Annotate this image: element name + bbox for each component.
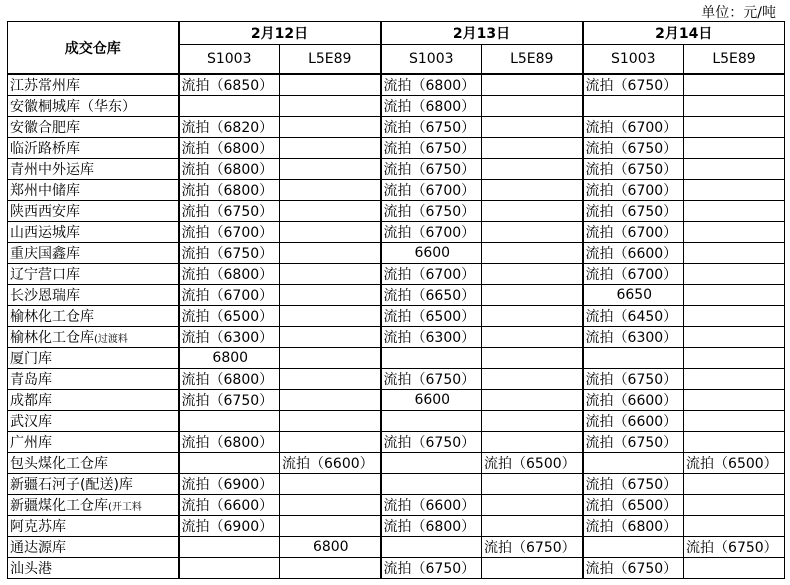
price-cell (280, 411, 381, 432)
header-date: 2月14日 (583, 22, 785, 45)
warehouse-name-suffix: (开工料 (108, 502, 142, 513)
price-cell (684, 495, 785, 516)
table-row (8, 474, 785, 495)
table-body (8, 74, 785, 579)
price-cell (684, 348, 785, 369)
price-cell: 流拍（6500） (179, 306, 280, 327)
warehouse-name-text: 长沙恩瑞库 (10, 288, 80, 304)
price-cell: 流拍（6800） (179, 138, 280, 159)
price-cell: 流拍（6750） (583, 74, 684, 96)
price-cell (684, 138, 785, 159)
table-row (8, 432, 785, 453)
warehouse-name-text: 成都库 (10, 393, 52, 409)
price-cell (482, 180, 583, 201)
price-cell: 流拍（6650） (381, 285, 482, 306)
price-cell: 流拍（6500） (381, 306, 482, 327)
price-cell (684, 222, 785, 243)
warehouse-name-text: 榆林化工仓库 (10, 309, 94, 325)
price-cell: 流拍（6700） (381, 180, 482, 201)
price-cell: 流拍（6750） (381, 159, 482, 180)
price-cell (280, 348, 381, 369)
price-cell: 流拍（6700） (583, 117, 684, 138)
table-row (8, 327, 785, 348)
table-row (8, 243, 785, 264)
warehouse-name-text: 辽宁营口库 (10, 267, 80, 283)
price-cell (482, 390, 583, 411)
table-row (8, 264, 785, 285)
header-code: S1003 (381, 45, 482, 75)
price-cell (482, 159, 583, 180)
price-cell: 流拍（6750） (179, 201, 280, 222)
price-cell (179, 537, 280, 558)
price-cell: 流拍（6750） (179, 390, 280, 411)
warehouse-name (8, 432, 179, 453)
price-cell (280, 180, 381, 201)
price-cell (482, 96, 583, 117)
warehouse-name (8, 285, 179, 306)
table-row (8, 117, 785, 138)
price-cell: 流拍（6750） (381, 432, 482, 453)
price-cell (684, 180, 785, 201)
price-cell: 流拍（6800） (179, 369, 280, 390)
price-cell: 流拍（6750） (482, 537, 583, 558)
table-row (8, 348, 785, 369)
table-row (8, 411, 785, 432)
price-cell (179, 453, 280, 474)
price-cell: 流拍（6820） (179, 117, 280, 138)
warehouse-name-text: 汕头港 (10, 561, 52, 577)
warehouse-name-text: 郑州中储库 (10, 183, 80, 199)
warehouse-name (8, 243, 179, 264)
table-row (8, 306, 785, 327)
price-cell: 流拍（6750） (583, 159, 684, 180)
table-row (8, 74, 785, 96)
price-cell (381, 411, 482, 432)
table-row (8, 537, 785, 558)
table-row (8, 453, 785, 474)
price-cell: 6800 (179, 348, 280, 369)
table-row (8, 138, 785, 159)
price-cell (684, 306, 785, 327)
price-cell (482, 369, 583, 390)
header-code: L5E89 (482, 45, 583, 75)
table-row (8, 201, 785, 222)
table-row (8, 159, 785, 180)
price-cell: 流拍（6900） (179, 516, 280, 537)
warehouse-name (8, 117, 179, 138)
price-cell (280, 285, 381, 306)
price-cell: 流拍（6750） (583, 432, 684, 453)
warehouse-name (8, 369, 179, 390)
price-cell (482, 411, 583, 432)
price-cell: 流拍（6450） (583, 306, 684, 327)
price-cell (684, 516, 785, 537)
price-cell (583, 537, 684, 558)
price-cell: 流拍（6600） (381, 495, 482, 516)
price-cell: 流拍（6750） (381, 369, 482, 390)
price-cell (583, 348, 684, 369)
price-cell (482, 516, 583, 537)
price-cell (684, 327, 785, 348)
table-row (8, 516, 785, 537)
warehouse-name (8, 96, 179, 117)
price-cell (583, 453, 684, 474)
warehouse-name (8, 327, 179, 348)
price-cell (280, 516, 381, 537)
price-cell (280, 138, 381, 159)
price-cell: 流拍（6700） (583, 264, 684, 285)
price-cell: 流拍（6750） (179, 243, 280, 264)
price-cell: 流拍（6800） (179, 264, 280, 285)
price-cell (482, 117, 583, 138)
price-cell (482, 285, 583, 306)
table-row (8, 180, 785, 201)
price-cell (684, 285, 785, 306)
price-cell (280, 390, 381, 411)
price-cell (280, 558, 381, 579)
price-cell (280, 495, 381, 516)
price-cell: 6800 (280, 537, 381, 558)
warehouse-name-text: 新疆煤化工仓库 (10, 498, 108, 514)
price-cell: 流拍（6800） (381, 96, 482, 117)
price-cell: 流拍（6800） (381, 74, 482, 96)
warehouse-name-text: 安徽桐城库（华东） (10, 99, 136, 115)
price-cell (280, 222, 381, 243)
price-cell: 流拍（6750） (583, 369, 684, 390)
price-cell (280, 474, 381, 495)
price-cell (684, 117, 785, 138)
warehouse-name-text: 榆林化工仓库 (10, 330, 94, 346)
warehouse-name-text: 阿克苏库 (10, 519, 66, 535)
warehouse-name-text: 包头煤化工仓库 (10, 456, 108, 472)
price-cell: 流拍（6700） (583, 222, 684, 243)
warehouse-name (8, 411, 179, 432)
price-cell: 流拍（6500） (583, 495, 684, 516)
price-cell: 流拍（6600） (583, 390, 684, 411)
table-row (8, 558, 785, 579)
price-cell: 流拍（6700） (381, 222, 482, 243)
warehouse-name (8, 159, 179, 180)
price-cell: 流拍（6850） (179, 74, 280, 96)
price-cell: 流拍（6300） (179, 327, 280, 348)
warehouse-name-text: 安徽合肥库 (10, 120, 80, 136)
price-cell (280, 159, 381, 180)
price-cell (280, 369, 381, 390)
header-code: L5E89 (684, 45, 785, 75)
price-cell (280, 201, 381, 222)
price-cell: 流拍（6600） (583, 243, 684, 264)
price-cell (684, 474, 785, 495)
price-cell (684, 411, 785, 432)
price-cell (482, 327, 583, 348)
price-cell: 流拍（6750） (583, 138, 684, 159)
price-cell (482, 306, 583, 327)
warehouse-name (8, 516, 179, 537)
warehouse-name (8, 453, 179, 474)
price-cell (280, 74, 381, 96)
warehouse-name (8, 348, 179, 369)
price-cell: 流拍（6600） (280, 453, 381, 474)
warehouse-name (8, 495, 179, 516)
warehouse-name (8, 264, 179, 285)
price-cell: 6600 (381, 390, 482, 411)
price-cell (482, 495, 583, 516)
price-cell (482, 138, 583, 159)
price-cell (381, 348, 482, 369)
warehouse-name (8, 306, 179, 327)
price-cell (280, 243, 381, 264)
price-cell (280, 264, 381, 285)
table-row (8, 390, 785, 411)
price-cell (482, 201, 583, 222)
header-code: L5E89 (280, 45, 381, 75)
warehouse-name-text: 通达源库 (10, 540, 66, 556)
price-cell: 流拍（6750） (583, 201, 684, 222)
price-cell (684, 264, 785, 285)
price-cell (482, 74, 583, 96)
price-cell (280, 117, 381, 138)
price-cell: 流拍（6750） (381, 201, 482, 222)
price-cell: 流拍（6500） (684, 453, 785, 474)
warehouse-name-text: 青州中外运库 (10, 162, 94, 178)
warehouse-name (8, 558, 179, 579)
price-cell (482, 558, 583, 579)
price-cell (684, 243, 785, 264)
warehouse-name-text: 陕西西安库 (10, 204, 80, 220)
price-cell: 流拍（6700） (179, 222, 280, 243)
price-cell: 流拍（6600） (583, 411, 684, 432)
price-cell (684, 201, 785, 222)
price-cell: 流拍（6750） (684, 537, 785, 558)
price-cell: 流拍（6700） (381, 264, 482, 285)
price-cell: 流拍（6900） (179, 474, 280, 495)
header-date: 2月13日 (381, 22, 583, 45)
price-cell: 流拍（6600） (179, 495, 280, 516)
warehouse-name (8, 138, 179, 159)
price-cell: 流拍（6750） (381, 117, 482, 138)
price-cell (684, 390, 785, 411)
price-cell (684, 74, 785, 96)
header-warehouse: 成交仓库 (8, 22, 179, 75)
price-cell (179, 558, 280, 579)
price-cell: 6650 (583, 285, 684, 306)
warehouse-name (8, 474, 179, 495)
warehouse-name-text: 临沂路桥库 (10, 141, 80, 157)
price-cell: 流拍（6750） (381, 558, 482, 579)
price-cell (482, 432, 583, 453)
price-cell: 流拍（6800） (179, 159, 280, 180)
price-cell (482, 264, 583, 285)
price-cell: 流拍（6800） (179, 180, 280, 201)
warehouse-name-text: 武汉库 (10, 414, 52, 430)
warehouse-name-text: 青岛库 (10, 372, 52, 388)
table-row (8, 285, 785, 306)
price-cell (179, 96, 280, 117)
price-cell: 流拍（6750） (583, 558, 684, 579)
unit-label: 单位：元/吨 (701, 5, 776, 21)
price-cell: 流拍（6300） (381, 327, 482, 348)
price-cell: 流拍（6700） (179, 285, 280, 306)
warehouse-name (8, 390, 179, 411)
warehouse-name-text: 山西运城库 (10, 225, 80, 241)
price-cell: 流拍（6800） (179, 432, 280, 453)
price-cell (280, 96, 381, 117)
header-date: 2月12日 (179, 22, 381, 45)
price-cell (381, 474, 482, 495)
price-cell (179, 411, 280, 432)
header-code: S1003 (583, 45, 684, 75)
price-cell: 流拍（6750） (381, 138, 482, 159)
header-code: S1003 (179, 45, 280, 75)
warehouse-name-text: 新疆石河子(配送)库 (10, 477, 133, 493)
price-cell (684, 558, 785, 579)
price-cell: 流拍（6300） (583, 327, 684, 348)
price-cell (381, 537, 482, 558)
price-cell (280, 432, 381, 453)
price-cell (482, 474, 583, 495)
price-cell: 6600 (381, 243, 482, 264)
price-cell: 流拍（6750） (583, 474, 684, 495)
warehouse-name-text: 厦门库 (10, 351, 52, 367)
table-row (8, 369, 785, 390)
warehouse-name-text: 重庆国鑫库 (10, 246, 80, 262)
price-cell (684, 432, 785, 453)
price-cell (280, 306, 381, 327)
price-cell: 流拍（6700） (583, 180, 684, 201)
warehouse-name (8, 180, 179, 201)
price-cell (280, 327, 381, 348)
price-cell: 流拍（6800） (381, 516, 482, 537)
warehouse-name (8, 201, 179, 222)
warehouse-name-text: 广州库 (10, 435, 52, 451)
price-cell (381, 453, 482, 474)
price-cell (684, 369, 785, 390)
warehouse-name (8, 537, 179, 558)
price-cell (482, 243, 583, 264)
price-cell (684, 96, 785, 117)
warehouse-name (8, 74, 179, 96)
table-row (8, 495, 785, 516)
price-cell (482, 222, 583, 243)
price-cell: 流拍（6500） (482, 453, 583, 474)
price-cell: 流拍（6800） (583, 516, 684, 537)
warehouse-name (8, 222, 179, 243)
price-cell (482, 348, 583, 369)
auction-table (7, 21, 785, 579)
warehouse-name-text: 江苏常州库 (10, 78, 80, 94)
table-row (8, 96, 785, 117)
warehouse-name-suffix: (过渡料 (94, 334, 128, 345)
price-cell (684, 159, 785, 180)
price-cell (583, 96, 684, 117)
table-row (8, 222, 785, 243)
